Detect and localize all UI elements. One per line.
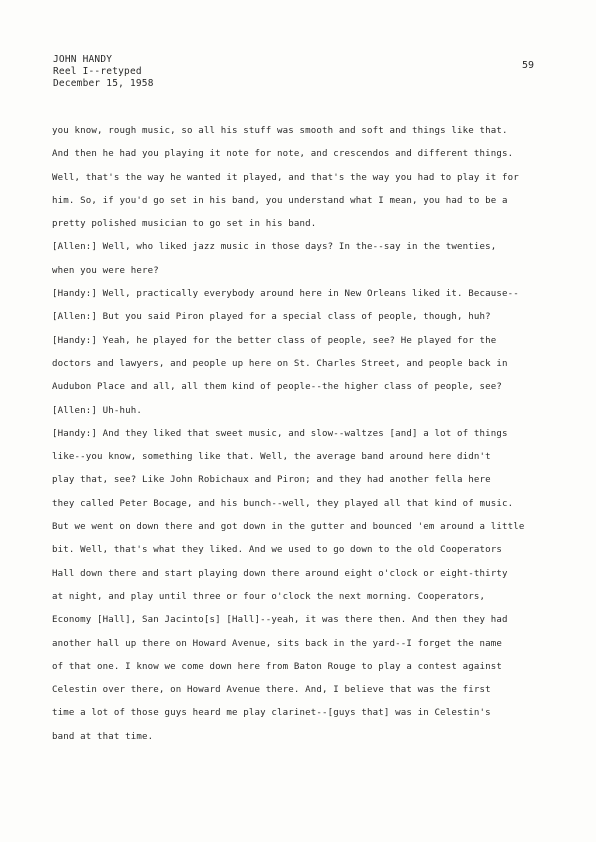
text-line: Celestin over there, on Howard Avenue there. And, I believe that was the first [52, 685, 491, 696]
text-line: of that one. I know we come down here from Baton Rouge to play a contest against [52, 661, 502, 672]
interview-date: December 15, 1958 [53, 78, 154, 89]
text-line: Audubon Place and all, all them kind of people--the higher class of people, see? [52, 382, 502, 393]
text-line: when you were here? [52, 265, 159, 276]
text-line: Hall down there and start playing down there around eight o'clock or eight-thirty [52, 568, 508, 579]
transcript-header [53, 54, 154, 90]
text-line: another hall up there on Howard Avenue, sits back in the yard--I forget the name [52, 638, 502, 649]
text-line: [Allen:] Well, who liked jazz music in those days? In the--say in the twenties, [52, 242, 497, 253]
text-line: doctors and lawyers, and people up here on St. Charles Street, and people back in [52, 358, 508, 369]
text-line: they called Peter Bocage, and his bunch--well, they played all that kind of music. [52, 498, 514, 509]
text-line: And then he had you playing it note for note, and crescendos and different things. [52, 149, 514, 160]
text-line: time a lot of those guys heard me play clarinet--[guys that] was in Celestin's [52, 708, 491, 719]
page-number: 59 [522, 60, 535, 71]
text-line: But we went on down there and got down in the gutter and bounced 'em around a little [52, 522, 525, 533]
transcript-body [52, 120, 572, 749]
text-line: Economy [Hall], San Jacinto[s] [Hall]--yeah, it was there then. And then they had [52, 615, 508, 626]
interviewee-name: JOHN HANDY [53, 54, 113, 65]
text-line: [Allen:] But you said Piron played for a special class of people, though, huh? [52, 312, 491, 323]
text-line: at night, and play until three or four o'clock the next morning. Cooperators, [52, 591, 486, 602]
text-line: [Handy:] Yeah, he played for the better class of people, see? He played for the [52, 335, 497, 346]
text-line: bit. Well, that's what they liked. And we used to go down to the old Cooperators [52, 545, 502, 556]
text-line: [Handy:] And they liked that sweet music, and slow--waltzes [and] a lot of things [52, 428, 508, 439]
text-line: band at that time. [52, 731, 154, 742]
text-line: like--you know, something like that. Well, the average band around here didn't [52, 452, 491, 463]
text-line: him. So, if you'd go set in his band, you understand what I mean, you had to be a [52, 195, 508, 206]
text-line: Well, that's the way he wanted it played, and that's the way you had to play it for [52, 172, 519, 183]
text-line: you know, rough music, so all his stuff was smooth and soft and things like that. [52, 126, 508, 136]
text-line: [Handy:] Well, practically everybody around here in New Orleans liked it. Because-- [52, 289, 519, 300]
reel-label: Reel I--retyped [53, 66, 142, 77]
text-line: [Allen:] Uh-huh. [52, 405, 142, 416]
text-line: play that, see? Like John Robichaux and Piron; and they had another fella here [52, 475, 491, 486]
text-line: pretty polished musician to go set in his band. [52, 219, 317, 230]
